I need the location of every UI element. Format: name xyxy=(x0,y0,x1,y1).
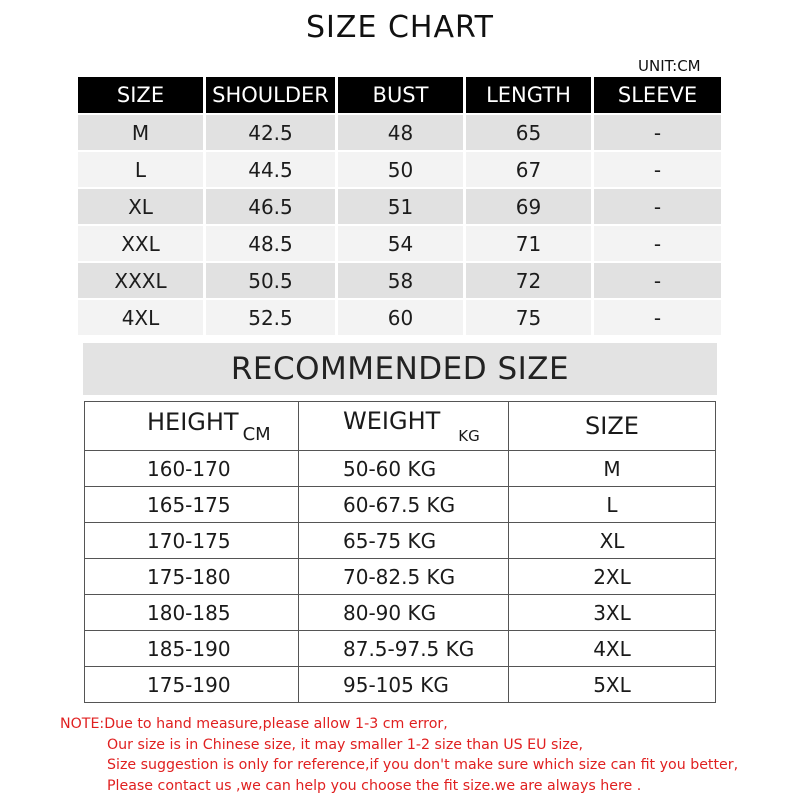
cell-size: XL xyxy=(78,189,206,224)
recommended-header-row xyxy=(85,402,716,451)
table-row xyxy=(85,451,716,487)
header-length: LENGTH xyxy=(466,77,594,113)
table-row xyxy=(85,595,716,631)
cell-sleeve: - xyxy=(594,263,721,298)
cell-length: 65 xyxy=(466,115,594,150)
header-size: SIZE xyxy=(78,77,206,113)
cell-height: 160-170 xyxy=(85,451,299,487)
cell-sleeve: - xyxy=(594,226,721,261)
table-row xyxy=(78,300,721,335)
cell-height: 165-175 xyxy=(85,487,299,523)
cell-shoulder: 48.5 xyxy=(206,226,338,261)
cell-rec-size: 3XL xyxy=(509,595,716,631)
recommended-size-title: RECOMMENDED SIZE xyxy=(83,343,717,395)
cell-bust: 48 xyxy=(338,115,466,150)
header-weight-label: WEIGHT xyxy=(343,407,441,435)
table-row xyxy=(85,667,716,703)
cell-height: 170-175 xyxy=(85,523,299,559)
cell-sleeve: - xyxy=(594,189,721,224)
header-bust: BUST xyxy=(338,77,466,113)
note-line-2: Our size is in Chinese size, it may smaller 1-2 size than US EU size, xyxy=(107,736,584,753)
cell-bust: 51 xyxy=(338,189,466,224)
note-line-1: NOTE:Due to hand measure,please allow 1-3 cm error, xyxy=(60,716,448,732)
table-row xyxy=(78,152,721,187)
cell-bust: 54 xyxy=(338,226,466,261)
cell-weight: 60-67.5 KG xyxy=(299,487,509,523)
note-line-3: Size suggestion is only for reference,if you don't make sure which size can fit you better, xyxy=(107,757,739,773)
table-row xyxy=(85,559,716,595)
table-row xyxy=(85,523,716,559)
cell-height: 175-190 xyxy=(85,667,299,703)
header-height-unit: CM xyxy=(242,423,271,445)
cell-sleeve: - xyxy=(594,300,721,335)
cell-size: XXL xyxy=(78,226,206,261)
cell-bust: 50 xyxy=(338,152,466,187)
cell-weight: 50-60 KG xyxy=(299,451,509,487)
header-weight-unit: KG xyxy=(458,427,480,445)
header-weight xyxy=(299,402,509,451)
cell-rec-size: 4XL xyxy=(509,631,716,667)
cell-length: 69 xyxy=(466,189,594,224)
cell-weight: 87.5-97.5 KG xyxy=(299,631,509,667)
cell-bust: 58 xyxy=(338,263,466,298)
table-row xyxy=(85,631,716,667)
cell-shoulder: 52.5 xyxy=(206,300,338,335)
size-chart-header-row xyxy=(78,77,721,113)
page-title: SIZE CHART xyxy=(306,10,494,45)
cell-sleeve: - xyxy=(594,115,721,150)
cell-height: 175-180 xyxy=(85,559,299,595)
table-row xyxy=(78,263,721,298)
cell-size: 4XL xyxy=(78,300,206,335)
cell-shoulder: 42.5 xyxy=(206,115,338,150)
cell-size: M xyxy=(78,115,206,150)
cell-weight: 80-90 KG xyxy=(299,595,509,631)
cell-weight: 95-105 KG xyxy=(299,667,509,703)
table-row xyxy=(85,487,716,523)
header-height xyxy=(85,402,299,451)
cell-shoulder: 46.5 xyxy=(206,189,338,224)
notes-block xyxy=(60,714,738,796)
cell-weight: 70-82.5 KG xyxy=(299,559,509,595)
cell-length: 67 xyxy=(466,152,594,187)
size-chart-table xyxy=(78,77,721,335)
cell-height: 180-185 xyxy=(85,595,299,631)
table-row xyxy=(78,226,721,261)
cell-shoulder: 44.5 xyxy=(206,152,338,187)
cell-length: 72 xyxy=(466,263,594,298)
cell-weight: 65-75 KG xyxy=(299,523,509,559)
header-rec-size: SIZE xyxy=(509,402,716,451)
cell-rec-size: L xyxy=(509,487,716,523)
table-row xyxy=(78,115,721,150)
cell-rec-size: XL xyxy=(509,523,716,559)
cell-size: L xyxy=(78,152,206,187)
cell-shoulder: 50.5 xyxy=(206,263,338,298)
unit-label: UNIT:CM xyxy=(638,57,701,75)
cell-rec-size: 5XL xyxy=(509,667,716,703)
cell-length: 75 xyxy=(466,300,594,335)
cell-rec-size: M xyxy=(509,451,716,487)
recommended-size-table xyxy=(84,401,716,703)
cell-bust: 60 xyxy=(338,300,466,335)
table-row xyxy=(78,189,721,224)
cell-rec-size: 2XL xyxy=(509,559,716,595)
cell-sleeve: - xyxy=(594,152,721,187)
header-sleeve: SLEEVE xyxy=(594,77,721,113)
header-shoulder: SHOULDER xyxy=(206,77,338,113)
cell-length: 71 xyxy=(466,226,594,261)
header-height-label: HEIGHT xyxy=(147,407,239,436)
cell-size: XXXL xyxy=(78,263,206,298)
cell-height: 185-190 xyxy=(85,631,299,667)
note-line-4: Please contact us ,we can help you choose the fit size.we are always here . xyxy=(107,777,642,794)
